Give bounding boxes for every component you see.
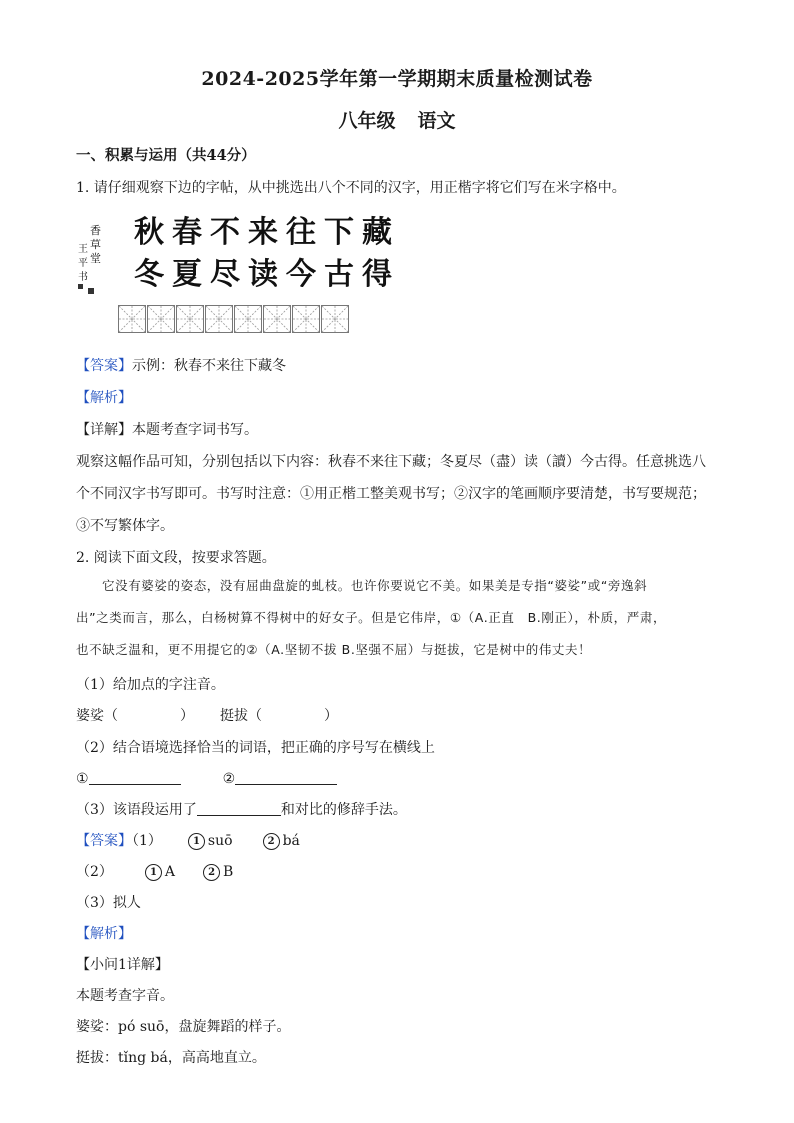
- q2-answer-1: [76, 831, 300, 851]
- subject-label: 语文: [417, 110, 456, 132]
- calligraphy-char: 读: [248, 257, 278, 292]
- inscription-char: 平: [78, 258, 88, 269]
- pinyin-item: 挺拔（: [220, 708, 262, 724]
- pronunciation-line: 挺拔：tǐng bá，高高地直立。: [76, 1050, 266, 1066]
- answer-text: 示例：秋春不来往下藏冬: [132, 358, 286, 374]
- inscription-char: 书: [78, 272, 88, 283]
- q2-answer-2: [76, 862, 233, 882]
- calligraphy-char: 得: [362, 257, 392, 292]
- answer-number: （1）: [132, 833, 162, 849]
- mizi-cell[interactable]: [205, 305, 233, 333]
- circled-number: 1: [145, 864, 162, 881]
- q2-sub1: （1）给加点的字注音。: [76, 677, 225, 693]
- reading-passage: [76, 570, 726, 602]
- grade-label: 八年级: [338, 110, 396, 132]
- q1-detail: [76, 420, 258, 440]
- pinyin-close: ）: [180, 708, 194, 724]
- q2-sub2-blanks: [76, 769, 337, 789]
- mizi-cell[interactable]: [176, 305, 204, 333]
- calligraphy-char: 往: [286, 215, 316, 250]
- passage-line: 它没有婆娑的姿态，没有屈曲盘旋的虬枝。也许你要说它不美。如果美是专指“婆娑”或“旁逸斜: [102, 578, 648, 593]
- blank-mark: ②: [222, 771, 236, 787]
- circled-number: 2: [203, 864, 220, 881]
- q2-sub2: （2）结合语境选择恰当的词语，把正确的序号写在横线上: [76, 740, 435, 756]
- calligraphy-char: 春: [172, 215, 202, 250]
- answer-blank[interactable]: [197, 801, 281, 816]
- q1-prompt: 1. 请仔细观察下边的字帖，从中挑选出八个不同的汉字，用正楷字将它们写在米字格中。: [76, 180, 626, 196]
- answer-value: bá: [282, 833, 300, 849]
- exam-title: 2024-2025学年第一学期期末质量检测试卷: [201, 68, 593, 90]
- blank-mark: ①: [76, 771, 89, 787]
- reading-passage: [76, 602, 726, 634]
- calligraphy-char: 夏: [172, 257, 202, 292]
- mizi-cell[interactable]: [118, 305, 146, 333]
- q2-answer-3: （3）拟人: [76, 895, 141, 911]
- reading-passage: [76, 634, 726, 666]
- q2-analysis-label: 【解析】: [76, 926, 132, 942]
- q2-prompt: 2. 阅读下面文段，按要求答题。: [76, 550, 276, 566]
- answer-value: suō: [207, 833, 233, 849]
- pinyin-close: ）: [324, 708, 338, 724]
- pinyin-item: 婆娑（: [76, 708, 118, 724]
- calligraphy-char: 不: [210, 215, 240, 250]
- small-question-text: 本题考查字音。: [76, 988, 174, 1004]
- circled-number: 1: [188, 833, 205, 850]
- q1-explanation-line: 个不同汉字书写即可。书写时注意：①用正楷工整美观书写；②汉字的笔画顺序要清楚，书写要规范；: [76, 486, 706, 502]
- answer-number: （2）: [76, 864, 113, 880]
- mizi-cell[interactable]: [234, 305, 262, 333]
- answer-label: 【答案】: [76, 833, 132, 849]
- calligraphy-char: 下: [324, 215, 354, 250]
- calligraphy-char: 尽: [210, 257, 240, 292]
- q1-analysis-label: 【解析】: [76, 390, 132, 406]
- sub3-text: 和对比的修辞手法。: [280, 802, 407, 818]
- inscription-char: 草: [90, 238, 101, 251]
- mizi-cell[interactable]: [147, 305, 175, 333]
- sub3-text: （3）该语段运用了: [76, 802, 197, 818]
- exam-subtitle: [0, 106, 794, 133]
- circled-number: 2: [263, 833, 280, 850]
- passage-line: 出”之类而言，那么，白杨树算不得树中的好女子。但是它伟岸，①（A.正直 B.刚正），朴质，严肃，: [76, 610, 667, 625]
- q2-sub1-items: [76, 706, 338, 726]
- detail-text: 本题考查字词书写。: [132, 422, 258, 438]
- calligraphy-char: 冬: [134, 257, 164, 292]
- inscription-char: 香: [90, 224, 101, 237]
- mizi-cell[interactable]: [292, 305, 320, 333]
- answer-label: 【答案】: [76, 358, 132, 374]
- q1-answer: [76, 356, 286, 376]
- calligraphy-char: 藏: [362, 215, 392, 250]
- detail-label: 【详解】: [76, 422, 132, 438]
- pronunciation-line: 婆娑：pó suō，盘旋舞蹈的样子。: [76, 1019, 291, 1035]
- calligraphy-char: 今: [286, 257, 316, 292]
- mizi-cell[interactable]: [263, 305, 291, 333]
- inscription-char: 王: [78, 244, 88, 255]
- mizi-grid[interactable]: [118, 305, 350, 333]
- q2-sub3: [76, 800, 407, 820]
- answer-value: B: [223, 864, 234, 880]
- calligraphy-char: 秋: [134, 215, 164, 250]
- answer-blank[interactable]: [89, 770, 181, 785]
- section-heading: 一、积累与运用（共44分）: [76, 147, 256, 164]
- calligraphy-picture: [76, 212, 396, 307]
- answer-value: A: [164, 864, 176, 880]
- mizi-cell[interactable]: [321, 305, 349, 333]
- inscription-char: 堂: [90, 252, 101, 265]
- q1-explanation-line: ③不写繁体字。: [76, 518, 174, 534]
- q1-explanation-line: 观察这幅作品可知，分别包括以下内容：秋春不来往下藏；冬夏尽（盡）读（讀）今古得。任意挑选八: [76, 454, 706, 470]
- passage-line: 也不缺乏温和，更不用提它的②（A.坚韧不拔 B.坚强不屈）与挺拔，它是树中的伟丈夫！: [76, 642, 592, 657]
- calligraphy-char: 来: [248, 215, 278, 250]
- small-question-heading: 【小问1详解】: [76, 957, 169, 973]
- calligraphy-char: 古: [324, 257, 354, 292]
- answer-blank[interactable]: [235, 770, 337, 785]
